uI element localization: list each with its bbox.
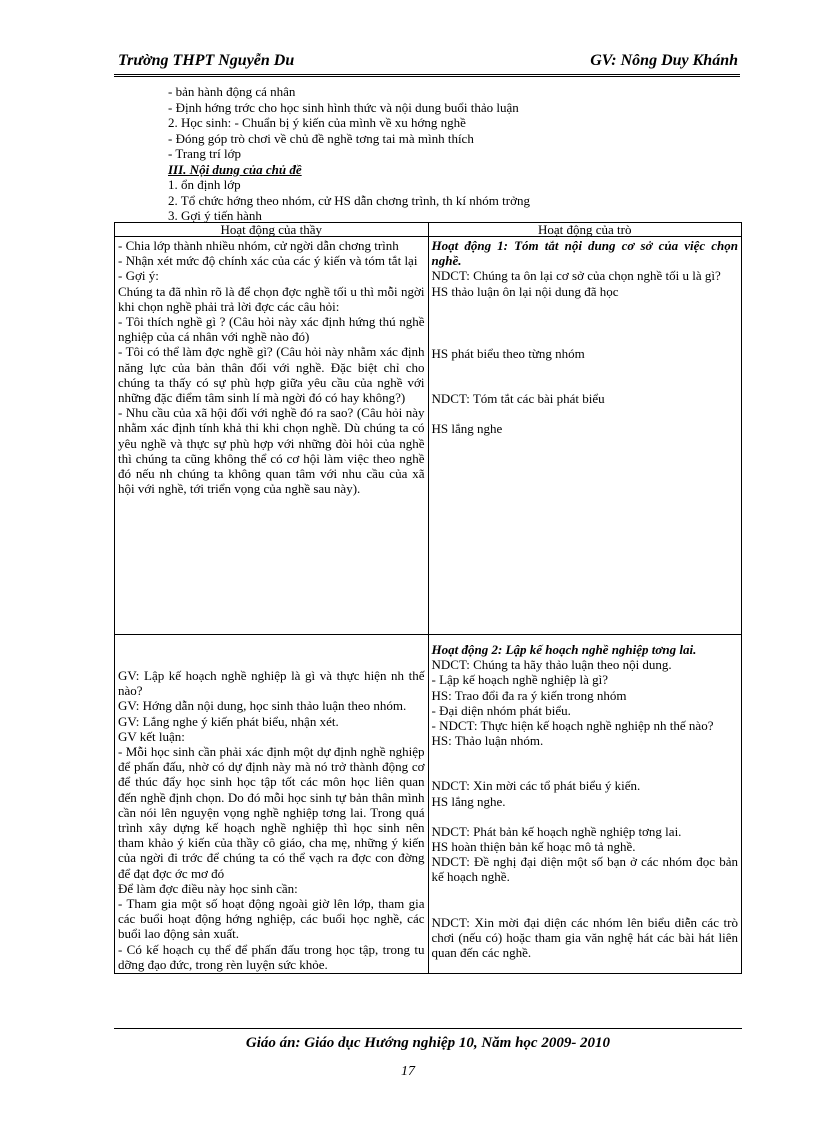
student-text: NDCT: Xin mời các tổ phát biểu ý kiến. bbox=[431, 778, 641, 794]
activity-heading: Hoạt động 1: Tóm tắt nội dung cơ sở của việc chọn nghề. bbox=[431, 238, 738, 269]
student-text: HS: Trao đổi đa ra ý kiến trong nhóm bbox=[431, 687, 627, 703]
teacher-text: GV: Lập kế hoạch nghề nghiệp là gì và thực hiện nh thế nào? bbox=[118, 668, 425, 699]
activity-heading: Hoạt động 2: Lập kế hoạch nghề nghiệp tơng lai. bbox=[431, 642, 697, 657]
teacher-text: Chúng ta đã nhìn rõ là để chọn đợc nghề tối u thì mỗi ngời khi chọn nghề phải trả lời đợc các câu hỏi: bbox=[118, 283, 425, 314]
intro-line: - Trang trí lớp bbox=[168, 146, 241, 161]
student-text: NDCT: Chúng ta ôn lại cơ sở của chọn nghề tối u là gì? bbox=[431, 268, 721, 284]
student-text: HS thảo luận ôn lại nội dung đã học bbox=[431, 283, 619, 299]
teacher-text: - Nhu cầu của xã hội đối với nghề đó ra sao? (Câu hỏi này nhằm xác định tính khả thi khi chọn nghề. Dù chúng ta có yêu nghề và thực sự phù hợp với những đòi hỏi của nghề thì chúng ta cũng không thể có cơ hội làm việc theo nghề đó nếu nh chúng ta không quan tâm với nhu cầu của xã hội với nghề, tới triển vọng của nghề sau này). bbox=[118, 405, 425, 497]
page-number: 17 bbox=[401, 1064, 415, 1079]
teacher-text: - Có kế hoạch cụ thể để phấn đấu trong học tập, trong tu dỡng đạo đức, trong rèn luyện sức khỏe. bbox=[118, 941, 425, 972]
student-cell-1 bbox=[428, 237, 742, 635]
activity-table bbox=[114, 222, 742, 974]
section-line: 2. Tổ chức hớng theo nhóm, cử HS dẫn chơng trình, th kí nhóm trởng bbox=[168, 192, 530, 208]
student-text: - Đại diện nhóm phát biểu. bbox=[431, 702, 571, 718]
student-text: HS lắng nghe. bbox=[431, 793, 506, 809]
teacher-text: - Chia lớp thành nhiều nhóm, cử ngời dẫn chơng trình bbox=[118, 238, 399, 253]
teacher-cell-2 bbox=[115, 635, 429, 974]
table-header-row bbox=[115, 223, 742, 237]
intro-line: - bản hành động cá nhân bbox=[168, 84, 296, 99]
student-text: - NDCT: Thực hiện kế hoạch nghề nghiệp nh thế nào? bbox=[431, 718, 714, 734]
table-row bbox=[115, 237, 742, 635]
teacher-text: - Tôi có thể làm đợc nghề gì? (Câu hỏi này nhằm xác định năng lực của bản thân đối với nghề. Đặc biệt chỉ cho chúng ta thấy có sự phù hợp giữa yêu cầu của nghề với những đặc điểm tâm sinh lí mà ngời đó có hay không?) bbox=[118, 344, 425, 406]
table-row bbox=[115, 635, 742, 974]
student-text: NDCT: Xin mời đại diện các nhóm lên biểu diễn các trò chơi (nếu có) hoặc tham gia văn nghệ hát các bài hát liên quan đến các nghề. bbox=[431, 914, 738, 961]
teacher-text: Để làm đợc điều này học sinh cần: bbox=[118, 880, 298, 896]
teacher-text: - Nhận xét mức độ chính xác của các ý kiến và tóm tắt lại bbox=[118, 253, 418, 269]
student-text: NDCT: Chúng ta hãy thảo luận theo nội dung. bbox=[431, 657, 672, 673]
student-text: HS lắng nghe bbox=[431, 421, 503, 437]
section-line: 1. ổn định lớp bbox=[168, 177, 241, 192]
teacher-text: GV: Lắng nghe ý kiến phát biểu, nhận xét. bbox=[118, 713, 339, 729]
teacher-text: GV kết luận: bbox=[118, 728, 185, 744]
section-line: 3. Gợi ý tiến hành bbox=[168, 208, 262, 223]
intro-section bbox=[168, 84, 748, 224]
intro-line: 2. Học sinh: - Chuẩn bị ý kiến của mình về xu hớng nghề bbox=[168, 115, 466, 130]
student-text: - Lập kế hoạch nghề nghiệp là gì? bbox=[431, 672, 609, 688]
student-text: NDCT: Tóm tắt các bài phát biểu bbox=[431, 391, 605, 407]
teacher-text: - Gợi ý: bbox=[118, 268, 159, 284]
student-text: NDCT: Đề nghị đại diện một số bạn ở các nhóm đọc bản kế hoạch nghề. bbox=[431, 854, 738, 885]
student-text: HS: Thảo luận nhóm. bbox=[431, 733, 544, 749]
school-name: Trường THPT Nguyễn Du bbox=[118, 52, 295, 69]
section-title: III. Nội dung của chủ đề bbox=[168, 161, 302, 177]
teacher-text: - Tôi thích nghề gì ? (Câu hỏi này xác định hứng thú nghề nghiệp của cá nhân với nghề nào đó) bbox=[118, 314, 425, 345]
student-text: HS hoàn thiện bản kế hoạc mô tả nghề. bbox=[431, 839, 636, 855]
teacher-name: GV: Nông Duy Khánh bbox=[590, 52, 738, 69]
intro-line: - Đóng góp trò chơi về chủ đề nghề tơng tai mà mình thích bbox=[168, 130, 474, 146]
teacher-column-header: Hoạt động của thầy bbox=[115, 223, 429, 237]
page-header bbox=[114, 50, 740, 77]
student-cell-2 bbox=[428, 635, 742, 974]
intro-line: - Định hớng trớc cho học sinh hình thức và nội dung buổi thảo luận bbox=[168, 99, 519, 115]
student-text: HS phát biểu theo từng nhóm bbox=[431, 345, 585, 361]
teacher-text: - Mỗi học sinh cần phải xác định một dự định nghề nghiệp để phấn đấu, nhờ có dự định này mà nó trở thành động cơ để thúc đẩy học sinh học tập tốt các môn học liên quan đến nghề định chọn. Do đó mỗi học sinh tự bản thân mình cần nói lên nguyện vọng nghề nghiệp tơng lai. Trong quá trình xây dựng kế hoạch nghề nghiệp thì học sinh nên tham khảo ý kiến của thầy cô giáo, cha mẹ, những ý kiến của ngời đi trớc để chúng ta có thể vạch ra đợc con đờng để đạt đợc ớc mơ đó bbox=[118, 744, 425, 881]
student-column-header: Hoạt động của trò bbox=[428, 223, 742, 237]
page-footer: Giáo án: Giáo dục Hướng nghiệp 10, Năm học 2009- 2010 bbox=[114, 1028, 742, 1052]
teacher-text: GV: Hớng dẫn nội dung, học sinh thảo luận theo nhóm. bbox=[118, 698, 407, 714]
teacher-text: - Tham gia một số hoạt động ngoài giờ lên lớp, tham gia các buổi hoạt động hớng nghiệp, các buổi học nghề, các buổi lao động sản xuất. bbox=[118, 896, 425, 942]
teacher-cell-1 bbox=[115, 237, 429, 635]
student-text: NDCT: Phát bản kế hoạch nghề nghiệp tơng lai. bbox=[431, 823, 682, 839]
